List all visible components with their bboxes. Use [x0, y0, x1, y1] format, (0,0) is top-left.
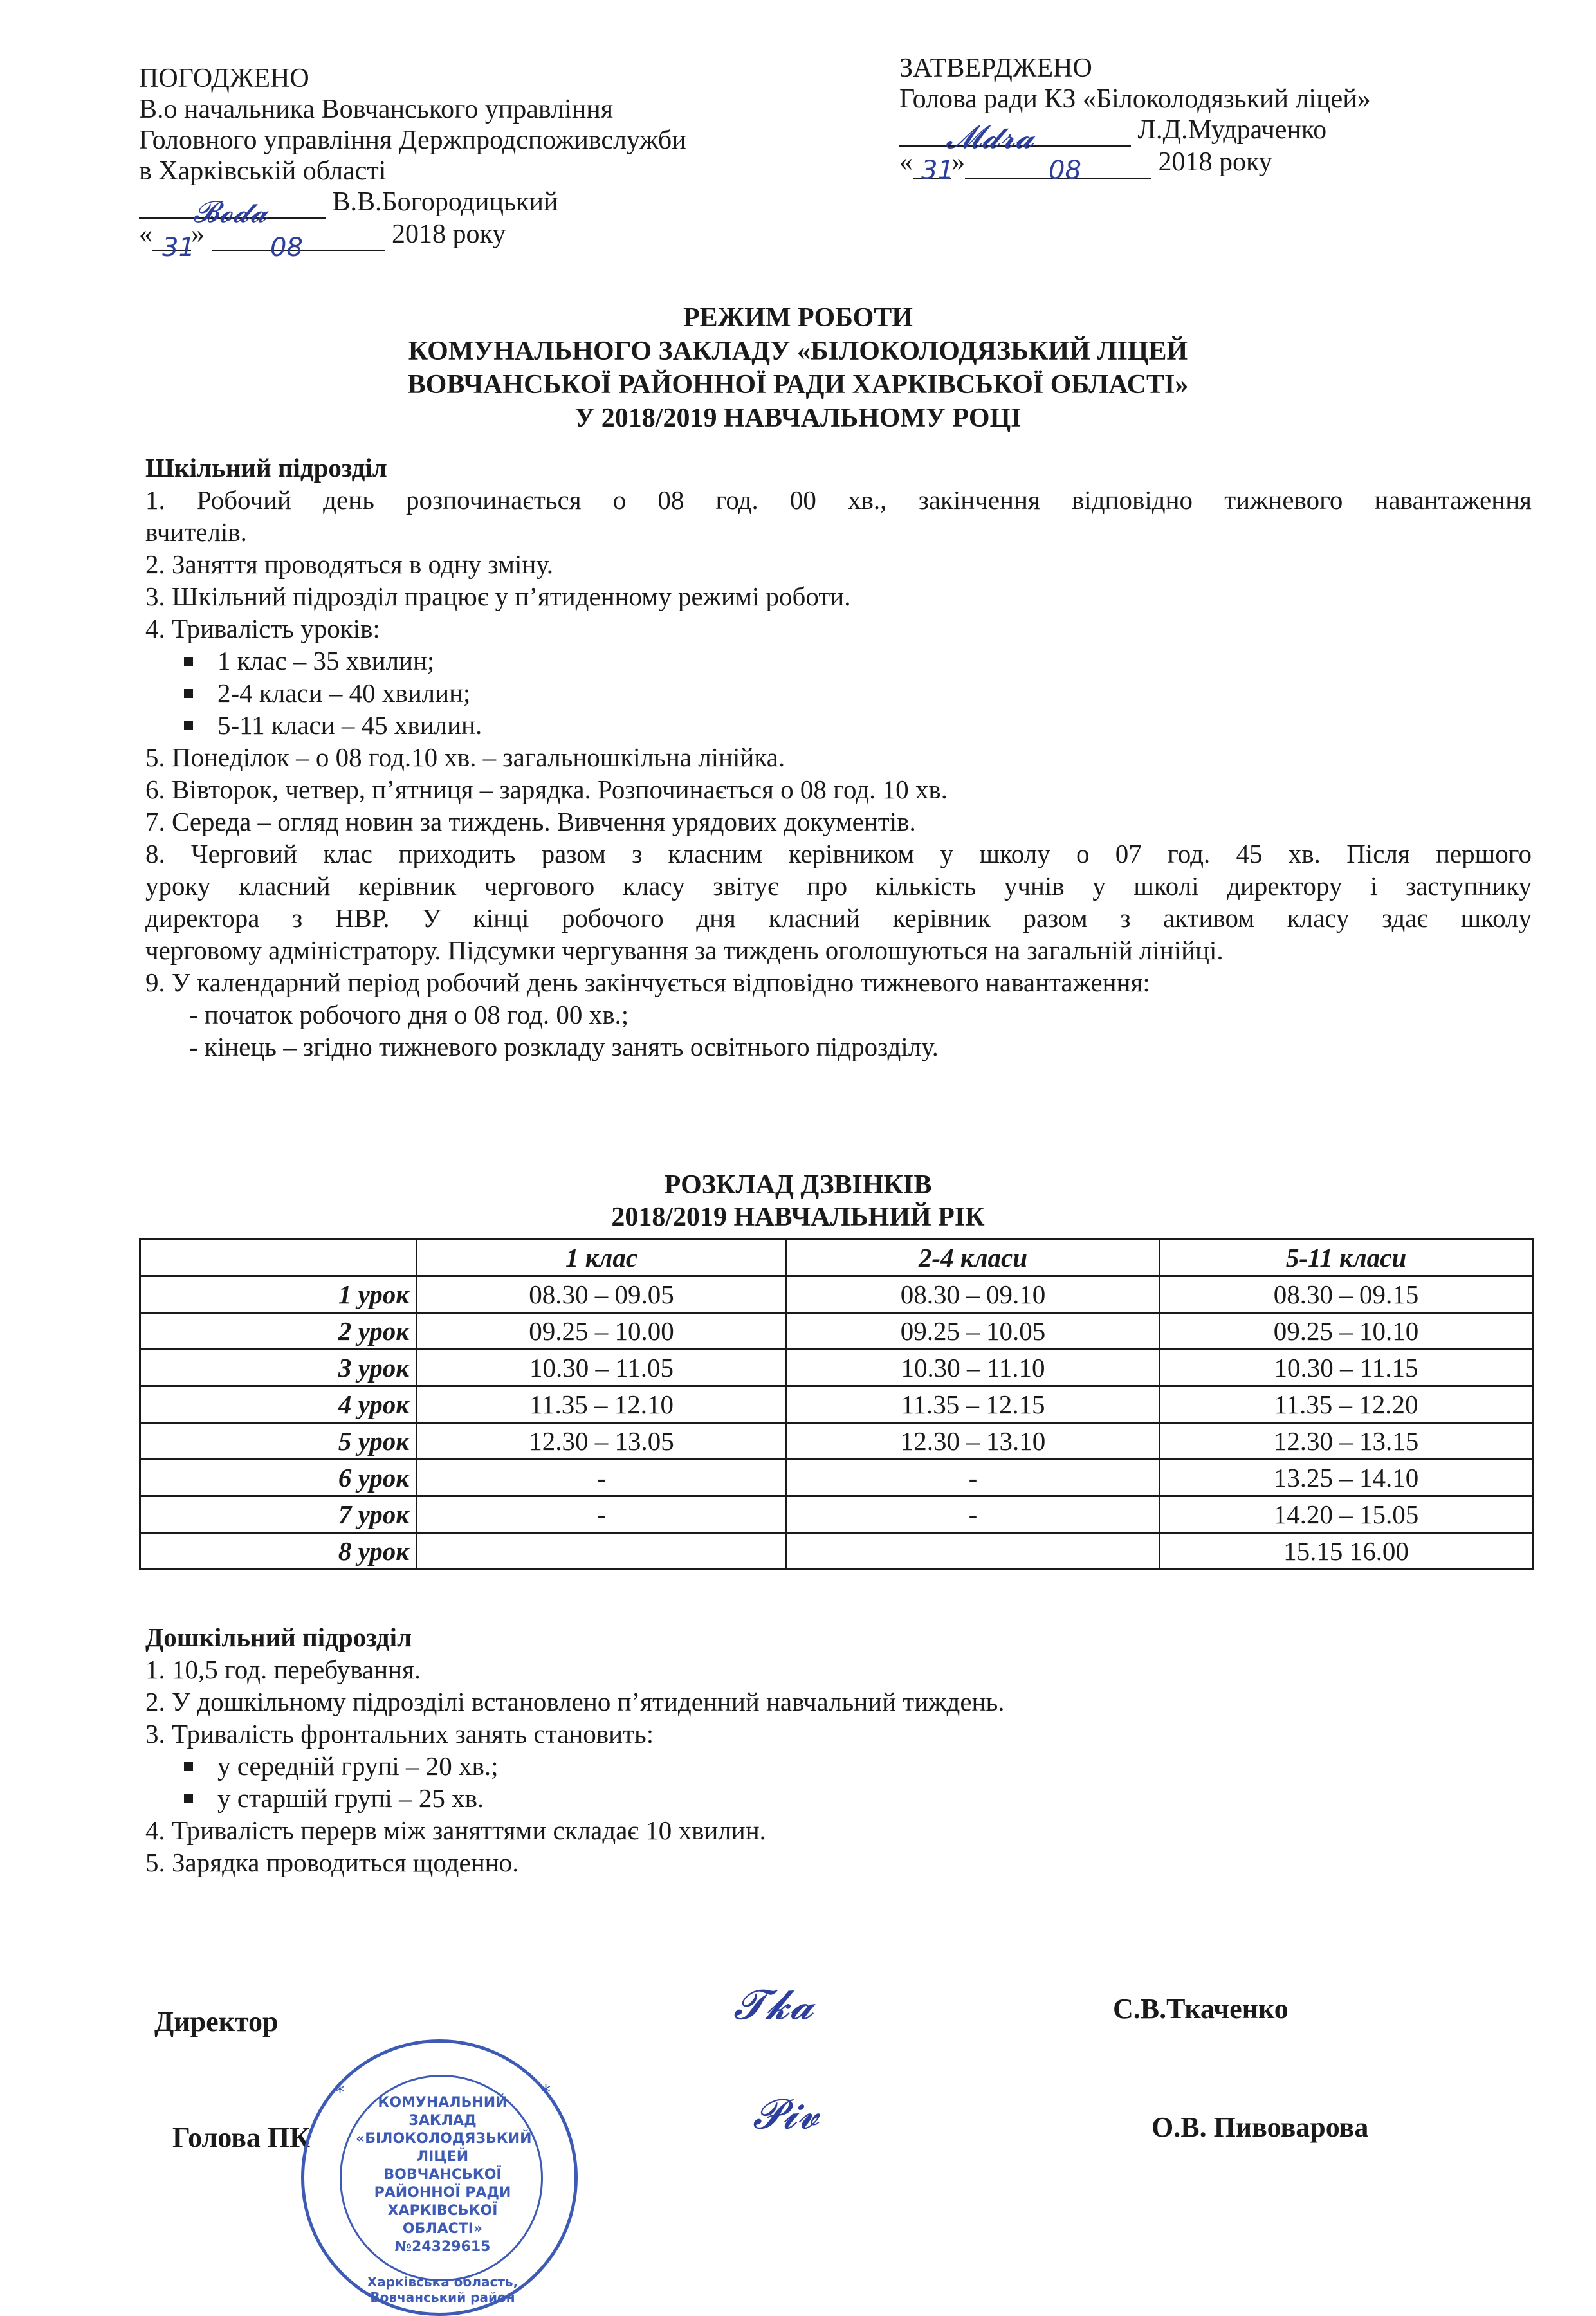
time-cell: -: [787, 1496, 1160, 1533]
bullet-text: у середній групі – 20 хв.;: [217, 1751, 499, 1781]
approval-right-name: Л.Д.Мудраченко: [1137, 115, 1327, 145]
time-cell: 12.30 – 13.15: [1160, 1423, 1533, 1460]
time-cell: 12.30 – 13.10: [787, 1423, 1160, 1460]
school-item-9b: - кінець – згідно тижневого розкладу занять освітнього підрозділу.: [189, 1032, 939, 1062]
table-row: [140, 1460, 1533, 1496]
school-bullet: [145, 709, 1532, 741]
time-cell: 11.35 – 12.15: [787, 1386, 1160, 1423]
document-title: [0, 301, 1596, 435]
school-item-3: 3. Шкільний підрозділ працює у п’ятиденному режимі роботи.: [145, 582, 851, 611]
stamp-line: №24329615: [394, 2239, 491, 2255]
star-icon: *: [335, 2081, 345, 2104]
approval-right-heading: ЗАТВЕРДЖЕНО: [899, 53, 1092, 83]
bullet-icon: [184, 1762, 193, 1771]
handwritten-day-left: 31: [162, 233, 195, 262]
school-item-8c: директора з НВР. У кінці робочого дня класний керівник разом з активом класу здає школу: [145, 903, 1532, 933]
time-cell: [417, 1533, 787, 1570]
schedule-title-line1: РОЗКЛАД ДЗВІНКІВ: [664, 1170, 932, 1200]
bullet-icon: [184, 1794, 193, 1803]
stamp-line: ОБЛАСТІ»: [402, 2221, 483, 2237]
time-cell: [787, 1533, 1160, 1570]
preschool-item-5: 5. Зарядка проводиться щоденно.: [145, 1848, 519, 1877]
stamp-line: КОМУНАЛЬНИЙ: [378, 2095, 508, 2111]
official-stamp: [301, 2039, 578, 2316]
stamp-line: РАЙОННОЇ РАДИ: [374, 2185, 511, 2201]
quote-open: «: [899, 147, 913, 177]
header-cell: 5-11 класи: [1160, 1240, 1533, 1276]
lesson-cell: 1 урок: [140, 1276, 417, 1313]
schedule-title-line2: 2018/2019 НАВЧАЛЬНИЙ РІК: [611, 1202, 985, 1232]
approval-left-name: В.В.Богородицький: [332, 187, 558, 217]
school-item-7: 7. Середа – огляд новин за тиждень. Вивчення урядових документів.: [145, 807, 916, 836]
lesson-cell: 2 урок: [140, 1313, 417, 1350]
header-cell: 2-4 класи: [787, 1240, 1160, 1276]
bullet-icon: [184, 657, 193, 666]
time-cell: 08.30 – 09.10: [787, 1276, 1160, 1313]
union-head-label: Голова ПК: [172, 2122, 311, 2153]
lesson-cell: 6 урок: [140, 1460, 417, 1496]
time-cell: -: [417, 1460, 787, 1496]
title-line4: У 2018/2019 НАВЧАЛЬНОМУ РОЦІ: [574, 403, 1022, 433]
table-row: [140, 1533, 1533, 1570]
preschool-bullet: [145, 1750, 1532, 1782]
time-cell: 15.15 16.00: [1160, 1533, 1533, 1570]
quote-open: «: [139, 219, 152, 249]
time-cell: 14.20 – 15.05: [1160, 1496, 1533, 1533]
school-item-9: 9. У календарний період робочий день закінчується відповідно тижневого навантаження:: [145, 968, 1150, 997]
header-cell: [140, 1240, 417, 1276]
school-item-8b: уроку класний керівник чергового класу звітує про кількість учнів у школі директору і заступнику: [145, 871, 1532, 901]
header-cell: 1 клас: [417, 1240, 787, 1276]
stamp-line: ЛІЦЕЙ ВОВЧАНСЬКОЇ: [383, 2149, 502, 2183]
stamp-line: ХАРКІВСЬКОЇ: [387, 2203, 498, 2219]
lesson-cell: 7 урок: [140, 1496, 417, 1533]
title-line2: КОМУНАЛЬНОГО ЗАКЛАДУ «БІЛОКОЛОДЯЗЬКИЙ ЛІЦЕЙ: [408, 336, 1188, 366]
approval-left-line3: в Харківській області: [139, 156, 387, 186]
quote-close: »: [951, 147, 965, 177]
preschool-section: [145, 1621, 1532, 1879]
stamp-ring-text: Харківська область, Вовчанський район: [367, 2274, 518, 2305]
director-name: С.В.Ткаченко: [1113, 1993, 1289, 2025]
table-row: [140, 1496, 1533, 1533]
school-item-9a: - початок робочого дня о 08 год. 00 хв.;: [189, 1000, 629, 1029]
school-item-4: 4. Тривалість уроків:: [145, 614, 380, 643]
handwritten-signature-union: 𝓟𝓲𝓿: [753, 2091, 820, 2138]
preschool-item-2: 2. У дошкільному підрозділі встановлено п’ятиденний навчальний тиждень.: [145, 1687, 1005, 1716]
school-heading: Шкільний підрозділ: [145, 453, 387, 482]
table-row: [140, 1386, 1533, 1423]
bullet-icon: [184, 689, 193, 698]
stamp-line: «БІЛОКОЛОДЯЗЬКИЙ: [356, 2131, 532, 2147]
school-item-5: 5. Понеділок – о 08 год.10 хв. – загальношкільна лінійка.: [145, 742, 785, 772]
school-item-8a: 8. Черговий клас приходить разом з класним керівником у школу о 07 год. 45 хв. Після першого: [145, 839, 1532, 868]
handwritten-signature-left: 𝓑𝓸𝓭𝓪: [193, 194, 268, 229]
table-row: [140, 1423, 1533, 1460]
school-item-8d: черговому адміністратору. Підсумки чергування за тиждень оголошуються на загальній лінійці.: [145, 935, 1224, 965]
director-label: Директор: [154, 2006, 279, 2037]
handwritten-month-left: 08: [270, 233, 303, 262]
approval-right: [899, 53, 1371, 179]
school-item-2: 2. Заняття проводяться в одну зміну.: [145, 549, 553, 579]
approval-right-line1: Голова ради КЗ «Білоколодязький ліцей»: [899, 84, 1371, 114]
time-cell: 09.25 – 10.00: [417, 1313, 787, 1350]
preschool-item-3: 3. Тривалість фронтальних занять становить:: [145, 1719, 654, 1749]
table-row: [140, 1350, 1533, 1386]
time-cell: 10.30 – 11.15: [1160, 1350, 1533, 1386]
lesson-cell: 4 урок: [140, 1386, 417, 1423]
school-bullet: [145, 677, 1532, 709]
preschool-item-4: 4. Тривалість перерв між заняттями складає 10 хвилин.: [145, 1815, 766, 1845]
title-line3: ВОВЧАНСЬКОЇ РАЙОННОЇ РАДИ ХАРКІВСЬКОЇ ОБЛАСТІ»: [407, 370, 1189, 400]
approval-left-line1: В.о начальника Вовчанського управління: [139, 95, 614, 124]
approval-left-line2: Головного управління Держпродспоживслужби: [139, 125, 686, 155]
school-section: [145, 452, 1532, 1063]
time-cell: 10.30 – 11.10: [787, 1350, 1160, 1386]
bullet-text: 1 клас – 35 хвилин;: [217, 646, 435, 676]
time-cell: -: [417, 1496, 787, 1533]
preschool-heading: Дошкільний підрозділ: [145, 1622, 412, 1652]
time-cell: 10.30 – 11.05: [417, 1350, 787, 1386]
bullet-text: у старшій групі – 25 хв.: [217, 1783, 484, 1813]
title-line1: РЕЖИМ РОБОТИ: [683, 303, 913, 333]
time-cell: 09.25 – 10.05: [787, 1313, 1160, 1350]
approval-left-year: 2018 року: [392, 219, 506, 249]
time-cell: 11.35 – 12.10: [417, 1386, 787, 1423]
school-item-6: 6. Вівторок, четвер, п’ятниця – зарядка. Розпочинається о 08 год. 10 хв.: [145, 775, 948, 804]
time-cell: 08.30 – 09.15: [1160, 1276, 1533, 1313]
star-icon: *: [541, 2081, 551, 2104]
bullet-text: 5-11 класи – 45 хвилин.: [217, 710, 482, 740]
handwritten-signature-director: 𝓣𝓴𝓪: [733, 1981, 814, 2029]
preschool-item-1: 1. 10,5 год. перебування.: [145, 1655, 421, 1684]
handwritten-month-right: 08: [1049, 156, 1081, 185]
school-bullet: [145, 645, 1532, 677]
time-cell: 11.35 – 12.20: [1160, 1386, 1533, 1423]
time-cell: 13.25 – 14.10: [1160, 1460, 1533, 1496]
stamp-text: [356, 2094, 532, 2256]
bullet-icon: [184, 721, 193, 730]
approval-left-heading: ПОГОДЖЕНО: [139, 64, 309, 93]
stamp-line: ЗАКЛАД: [408, 2113, 477, 2129]
handwritten-day-right: 31: [921, 156, 954, 185]
table-header-row: [140, 1240, 1533, 1276]
bell-schedule-table: [139, 1238, 1534, 1570]
union-head-name: О.В. Пивоварова: [1151, 2111, 1369, 2143]
table-row: [140, 1276, 1533, 1313]
schedule-title: [0, 1169, 1596, 1233]
school-item-1b: вчителів.: [145, 517, 247, 547]
handwritten-signature-right: 𝓜𝓭𝓻𝓪: [946, 118, 1034, 156]
time-cell: 09.25 – 10.10: [1160, 1313, 1533, 1350]
quote-close: »: [191, 219, 205, 249]
time-cell: 12.30 – 13.05: [417, 1423, 787, 1460]
lesson-cell: 5 урок: [140, 1423, 417, 1460]
lesson-cell: 3 урок: [140, 1350, 417, 1386]
time-cell: -: [787, 1460, 1160, 1496]
lesson-cell: 8 урок: [140, 1533, 417, 1570]
school-item-1a: 1. Робочий день розпочинається о 08 год. 00 хв., закінчення відповідно тижневого навантаження: [145, 485, 1532, 515]
preschool-bullet: [145, 1782, 1532, 1814]
approval-right-year: 2018 року: [1158, 147, 1272, 177]
bullet-text: 2-4 класи – 40 хвилин;: [217, 678, 471, 708]
time-cell: 08.30 – 09.05: [417, 1276, 787, 1313]
table-row: [140, 1313, 1533, 1350]
